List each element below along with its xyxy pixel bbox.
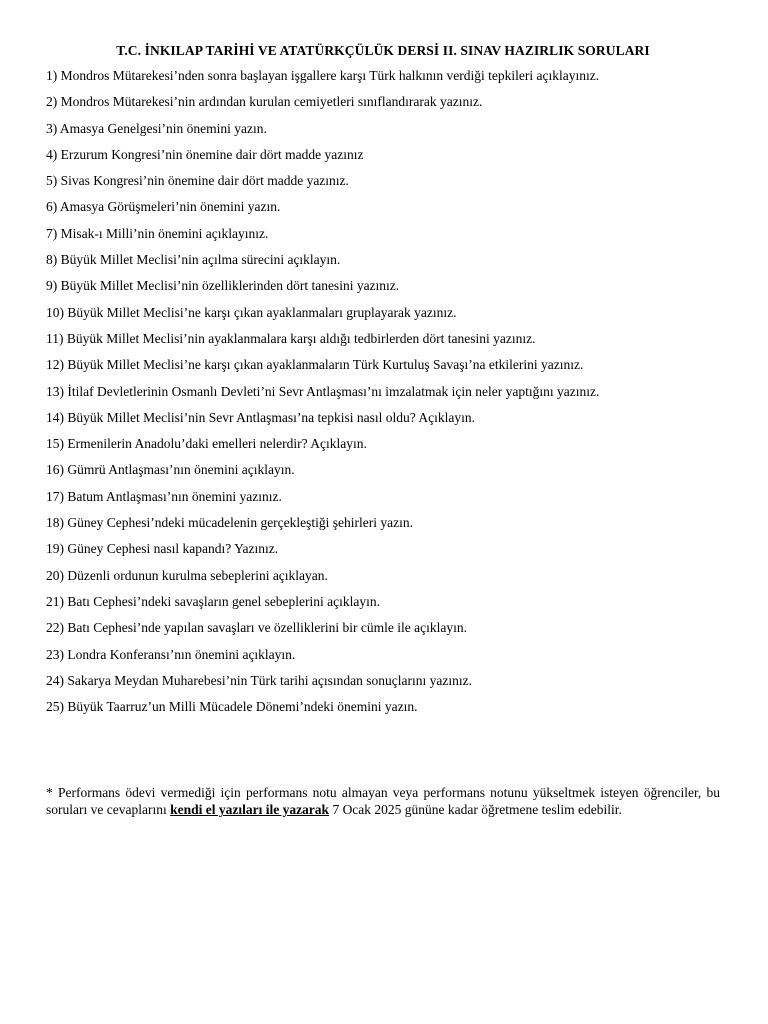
question-15: 15) Ermenilerin Anadolu’daki emelleri nelerdir? Açıklayın.: [46, 436, 367, 452]
question-list: [46, 67, 720, 724]
submission-note: [46, 784, 720, 818]
question-20: 20) Düzenli ordunun kurulma sebeplerini açıklayan.: [46, 567, 328, 583]
question-6: 6) Amasya Görüşmeleri’nin önemini yazın.: [46, 199, 281, 215]
question-24: 24) Sakarya Meydan Muharebesi’nin Türk tarihi açısından sonuçlarını yazınız.: [46, 672, 472, 688]
document-title: T.C. İNKILAP TARİHİ VE ATATÜRKÇÜLÜK DERSİ II. SINAV HAZIRLIK SORULARI: [116, 43, 650, 58]
question-10: 10) Büyük Millet Meclisi’ne karşı çıkan ayaklanmaları gruplayarak yazınız.: [46, 304, 457, 320]
note-text-after: 7 Ocak 2025 gününe kadar öğretmene teslim edebilir.: [329, 802, 622, 818]
question-2: 2) Mondros Mütarekesi’nin ardından kurulan cemiyetleri sınıflandırarak yazınız.: [46, 94, 483, 110]
question-16: 16) Gümrü Antlaşması’nın önemini açıklayın.: [46, 462, 295, 478]
question-21: 21) Batı Cephesi’ndeki savaşların genel sebeplerini açıklayın.: [46, 593, 381, 609]
question-11: 11) Büyük Millet Meclisi’nin ayaklanmalara karşı aldığı tedbirlerden dört tanesini yazınız.: [46, 330, 536, 346]
note-emphasis: kendi el yazıları ile yazarak: [170, 802, 330, 818]
question-1: 1) Mondros Mütarekesi’nden sonra başlayan işgallere karşı Türk halkının verdiği tepkileri açıklayınız.: [46, 68, 600, 83]
question-19: 19) Güney Cephesi nasıl kapandı? Yazınız.: [46, 541, 279, 557]
note-text-before: * Performans ödevi vermediği için performans notu almayan veya performans notunu yükseltmek isteyen öğrenciler, bu soruları ve cevaplarını: [46, 785, 720, 818]
question-14: 14) Büyük Millet Meclisi’nin Sevr Antlaşması’na tepkisi nasıl oldu? Açıklayın.: [46, 409, 475, 425]
question-23: 23) Londra Konferansı’nın önemini açıklayın.: [46, 646, 296, 662]
question-8: 8) Büyük Millet Meclisi’nin açılma sürecini açıklayın.: [46, 252, 341, 268]
question-13: 13) İtilaf Devletlerinin Osmanlı Devleti’ni Sevr Antlaşması’nı imzalatmak için neler yaptığını yazınız.: [46, 383, 600, 399]
question-5: 5) Sivas Kongresi’nin önemine dair dört madde yazınız.: [46, 173, 349, 189]
question-4: 4) Erzurum Kongresi’nin önemine dair dört madde yazınız: [46, 146, 364, 162]
question-25: 25) Büyük Taarruz’un Milli Mücadele Dönemi’ndeki önemini yazın.: [46, 699, 418, 715]
question-7: 7) Misak-ı Milli’nin önemini açıklayınız.: [46, 225, 269, 241]
question-17: 17) Batum Antlaşması’nın önemini yazınız.: [46, 488, 282, 504]
question-9: 9) Büyük Millet Meclisi’nin özelliklerinden dört tanesini yazınız.: [46, 278, 400, 294]
question-18: 18) Güney Cephesi’ndeki mücadelenin gerçekleştiği şehirleri yazın.: [46, 515, 413, 531]
question-22: 22) Batı Cephesi’nde yapılan savaşları ve özelliklerini bir cümle ile açıklayın.: [46, 620, 467, 636]
question-3: 3) Amasya Genelgesi’nin önemini yazın.: [46, 120, 267, 136]
question-12: 12) Büyük Millet Meclisi’ne karşı çıkan ayaklanmaların Türk Kurtuluş Savaşı’na etkilerini yazınız.: [46, 357, 584, 373]
